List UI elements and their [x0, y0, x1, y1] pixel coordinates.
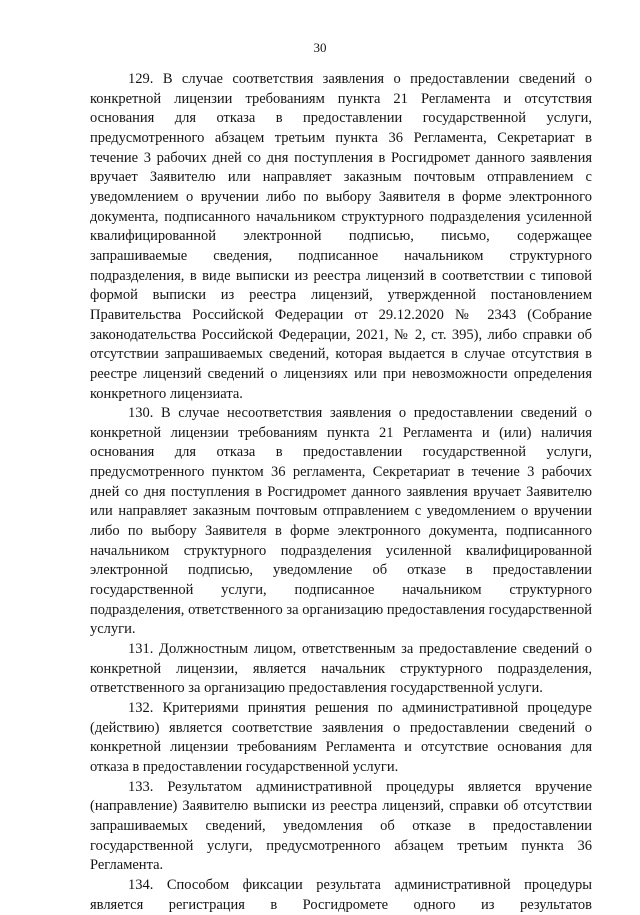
paragraph-131 [90, 640, 592, 699]
paragraph-number: 133. [128, 778, 154, 795]
paragraph-number: 131. [128, 641, 154, 658]
page-number: 30 [313, 40, 327, 55]
paragraph-text: Результатом административной процедуры является вручение (направление) Заявителю выписки из реестра лицензий, справки об отсутствии запрашиваемых сведений, уведомления об отказе в предоставлении государственной услуги, предусмотренного абзацем третьим пункта 36 Регламента. [90, 778, 592, 874]
document-body [90, 70, 592, 915]
paragraph-number: 134. [128, 876, 154, 893]
paragraph-number: 130. [128, 405, 154, 422]
paragraph-129 [90, 70, 592, 404]
paragraph-text: В случае несоответствия заявления о предоставлении сведений о конкретной лицензии требованиям пункта 21 Регламента и (или) наличия основания для отказа в предоставлении государственной услуги, предусмотренного пунктом 36 регламента, Секретариат в течение 3 рабочих дней со дня поступления в Росгидромет данного заявления вручает Заявителю или направляет заказным почтовым отправлением с уведомлением о вручении либо по выбору Заявителя в форме электронного документа, подписанного начальником структурного подразделения усиленной квалифицированной электронной подписью, уведомление об отказе в предоставлении государственной услуги, подписанное начальником структурного подразделения, ответственного за организацию предоставления государственной услуги. [90, 405, 592, 638]
paragraph-number: 132. [128, 700, 154, 716]
paragraph-132 [90, 699, 592, 778]
paragraph-text: Способом фиксации результата административной процедуры является регистрация в Росгидромете одного из результатов [90, 876, 593, 913]
paragraph-number: 129. [128, 71, 154, 87]
paragraph-134 [90, 876, 592, 915]
paragraph-text: Должностным лицом, ответственным за предоставление сведений о конкретной лицензии, является начальник структурного подразделения, ответственного за организацию предоставления государственной услуги. [90, 641, 592, 697]
paragraph-130 [90, 404, 592, 640]
paragraph-text: Критериями принятия решения по административной процедуре (действию) является соответствие заявления о предоставлении сведений о конкретной лицензии требованиям Регламента и отсутствие основания для отказа в предоставлении государственной услуги. [90, 700, 592, 775]
paragraph-133 [90, 778, 592, 876]
paragraph-text: В случае соответствия заявления о предоставлении сведений о конкретной лицензии требованиям пункта 21 Регламента и отсутствия основания для отказа в предоставлении государственной услуги, предусмотренного абзацем третьим пункта 36 Регламента, Секретариат в течение 3 рабочих дней со дня поступления в Росгидромет данного заявления вручает Заявителю или направляет заказным почтовым отправлением с уведомлением о вручении либо по выбору Заявителя в форме электронного документа, подписанного начальником структурного подразделения усиленной квалифицированной электронной подписью, письмо, содержащее запрашиваемые сведения, подписанное начальником структурного подразделения, в виде выписки из реестра лицензий в соответствии с типовой формой выписки из реестра лицензий, утвержденной постановлением Правительства Российской Федерации от 29.12.2020 № 2343 (Собрание законодательства Российской Федерации, 2021, № 2, ст. 395), либо справки об отсутствии запрашиваемых сведений, которая выдается в случае отсутствия в реестре лицензий сведений о лицензиях или при невозможности определения конкретного лицензиата. [90, 71, 593, 402]
